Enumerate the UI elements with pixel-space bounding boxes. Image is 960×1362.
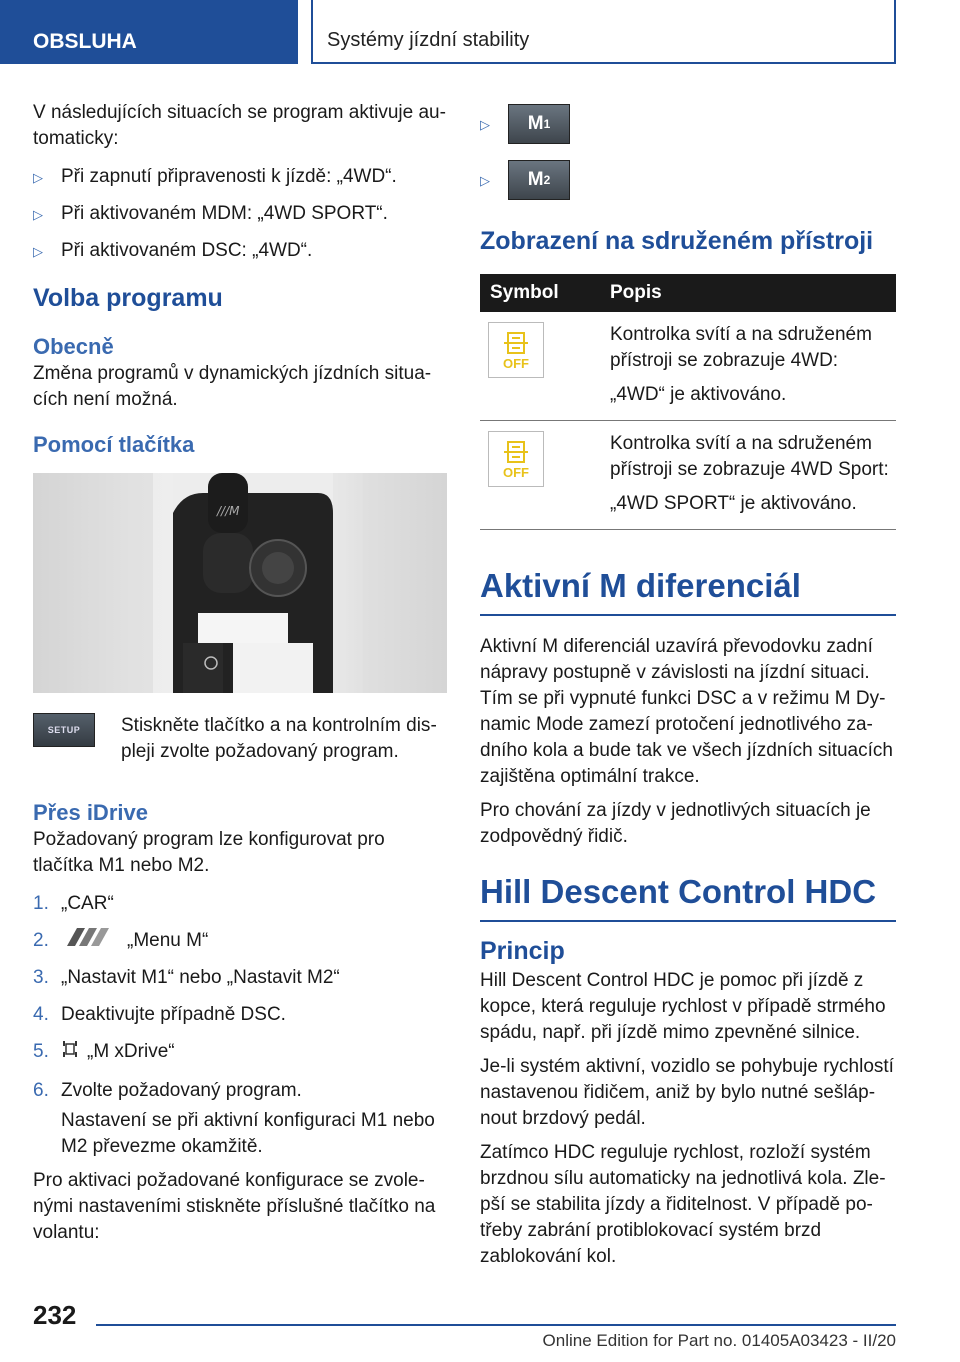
heading-pomoci-tlacitka: Pomocí tlačítka <box>33 432 195 457</box>
right-column <box>480 104 896 1278</box>
triangle-bullet-icon: ▷ <box>33 207 43 222</box>
steps-list <box>33 891 447 1160</box>
m1-row <box>480 104 896 144</box>
step-item <box>33 1078 447 1104</box>
triangle-bullet-icon: ▷ <box>480 116 490 132</box>
paragraph-idrive: Požadovaný program lze konfigurovat pro tlačítka M1 nebo M2. <box>33 829 385 876</box>
setup-button-icon: SETUP <box>33 713 95 747</box>
heading-hill-descent-control: Hill Descent Control HDC <box>480 872 896 922</box>
triangle-bullet-icon: ▷ <box>480 172 490 188</box>
step-item <box>33 1039 447 1067</box>
step-number: 5. <box>33 1041 49 1062</box>
bullet-item <box>33 238 447 265</box>
intro-paragraph: V následujících situacích se program aktivuje automaticky: <box>33 102 446 149</box>
step-number: 1. <box>33 893 49 914</box>
table-row <box>480 312 896 421</box>
m1-button-icon: M 1 <box>508 104 570 144</box>
triangle-bullet-icon: ▷ <box>33 244 43 259</box>
triangle-bullet-icon: ▷ <box>33 170 43 185</box>
page-number: 232 <box>33 1300 77 1330</box>
table-cell-text: „4WD“ je aktivováno. <box>610 384 787 405</box>
header-box <box>311 0 896 64</box>
step-text: „M xDrive“ <box>87 1041 175 1062</box>
table-header-row <box>480 274 896 312</box>
step-number: 3. <box>33 967 49 988</box>
step-text: Deaktivujte případně DSC. <box>61 1004 286 1025</box>
bullet-text: Při zapnutí připravenosti k jízdě: „4WD“. <box>61 166 397 187</box>
heading-princip: Princip <box>480 937 565 965</box>
step6-note: Nastavení se při aktivní konfiguraci M1 nebo M2 převezme okamžitě. <box>61 1110 435 1157</box>
paragraph-setup: Stiskněte tlačítko a na kontrolním displeji zvolte požadovaný program. <box>121 715 437 762</box>
step-text: „Menu M“ <box>127 930 209 951</box>
footer-divider <box>96 1324 896 1326</box>
console-illustration <box>33 473 447 693</box>
m-stripes-icon <box>61 928 117 954</box>
m2-button-icon: M 2 <box>508 160 570 200</box>
paragraph-aktivni-1: Aktivní M diferenciál uzavírá převodovku zadní nápravy postupně v závislosti na jízdní situaci. Tím se při vypnuté funkci DSC a v režimu M Dynamic Mode zamezí protočení jednotlivého zadního kola a bude tak ve všech jízdních situacích zajištěna optimální trakce. <box>480 636 893 787</box>
bullet-item <box>33 164 447 191</box>
setup-row <box>33 713 447 773</box>
heading-pres-idrive: Přes iDrive <box>33 800 148 825</box>
paragraph-aktivni-2: Pro chování za jízdy v jednotlivých situacích je zodpovědný řidič. <box>480 800 871 847</box>
col-popis: Popis <box>610 274 896 312</box>
4wd-sport-off-indicator-icon: OFF <box>488 431 544 487</box>
left-column <box>33 100 447 1254</box>
section-tab: OBSLUHA <box>0 0 298 64</box>
symbol-table <box>480 274 896 530</box>
paragraph-hill-2: Je-li systém aktivní, vozidlo se pohybuje rychlostí nastavenou řidičem, aniž by bylo nutné sešlápnout brzdový pedál. <box>480 1056 894 1129</box>
step-number: 6. <box>33 1080 49 1101</box>
step-number: 2. <box>33 930 49 951</box>
step-text: „Nastavit M1“ nebo „Nastavit M2“ <box>61 967 340 988</box>
step-item <box>33 928 447 954</box>
paragraph-hill-1: Hill Descent Control HDC je pomoc při jízdě z kopce, která reguluje rychlost v případě strmého spádu, např. při jízdě mimo zpevněné silnice. <box>480 970 886 1043</box>
m2-row <box>480 160 896 200</box>
bullet-text: Při aktivovaném DSC: „4WD“. <box>61 240 313 261</box>
paragraph-hill-3: Zatímco HDC reguluje rychlost, rozloží systém brzdnou sílu automaticky na jednotlivá kola. Zlepší se stabilita jízdy a řiditelnost. V případě potřeby zabrání protiblokovací systém brzd zablokování kol. <box>480 1142 886 1267</box>
table-cell-text: „4WD SPORT“ je aktivováno. <box>610 493 857 514</box>
table-cell-text: Kontrolka svítí a na sdruženém přístroji se zobrazuje 4WD: <box>610 324 872 371</box>
step-text: „CAR“ <box>61 893 114 914</box>
paragraph-final: Pro aktivaci požadované konfigurace se zvolenými nastaveními stiskněte příslušné tlačítko na volantu: <box>33 1170 436 1243</box>
table-row <box>480 421 896 530</box>
heading-zobrazeni: Zobrazení na sdruženém přístroji <box>480 227 874 255</box>
4wd-off-indicator-icon: OFF <box>488 322 544 378</box>
step-item <box>33 891 447 917</box>
heading-obecne: Obecně <box>33 334 114 359</box>
heading-volba-programu: Volba programu <box>33 284 223 312</box>
page-header-title: Systémy jízdní stability <box>327 29 530 51</box>
col-symbol: Symbol <box>480 274 610 312</box>
heading-aktivni-m-diferencial: Aktivní M diferenciál <box>480 566 896 616</box>
table-cell-text: Kontrolka svítí a na sdruženém přístroji se zobrazuje 4WD Sport: <box>610 433 889 480</box>
step-item <box>33 965 447 991</box>
car-xdrive-icon <box>61 1039 87 1067</box>
bullet-item <box>33 201 447 228</box>
step-number: 4. <box>33 1004 49 1025</box>
bullet-text: Při aktivovaném MDM: „4WD SPORT“. <box>61 203 388 224</box>
step-item <box>33 1002 447 1028</box>
paragraph-obecne: Změna programů v dynamických jízdních situacích není možná. <box>33 363 432 410</box>
edition-text: Online Edition for Part no. 01405A03423 - II/20 <box>542 1331 896 1350</box>
step-text: Zvolte požadovaný program. <box>61 1080 302 1101</box>
center-console-photo <box>33 473 447 693</box>
svg-text:///M: ///M <box>217 504 240 518</box>
